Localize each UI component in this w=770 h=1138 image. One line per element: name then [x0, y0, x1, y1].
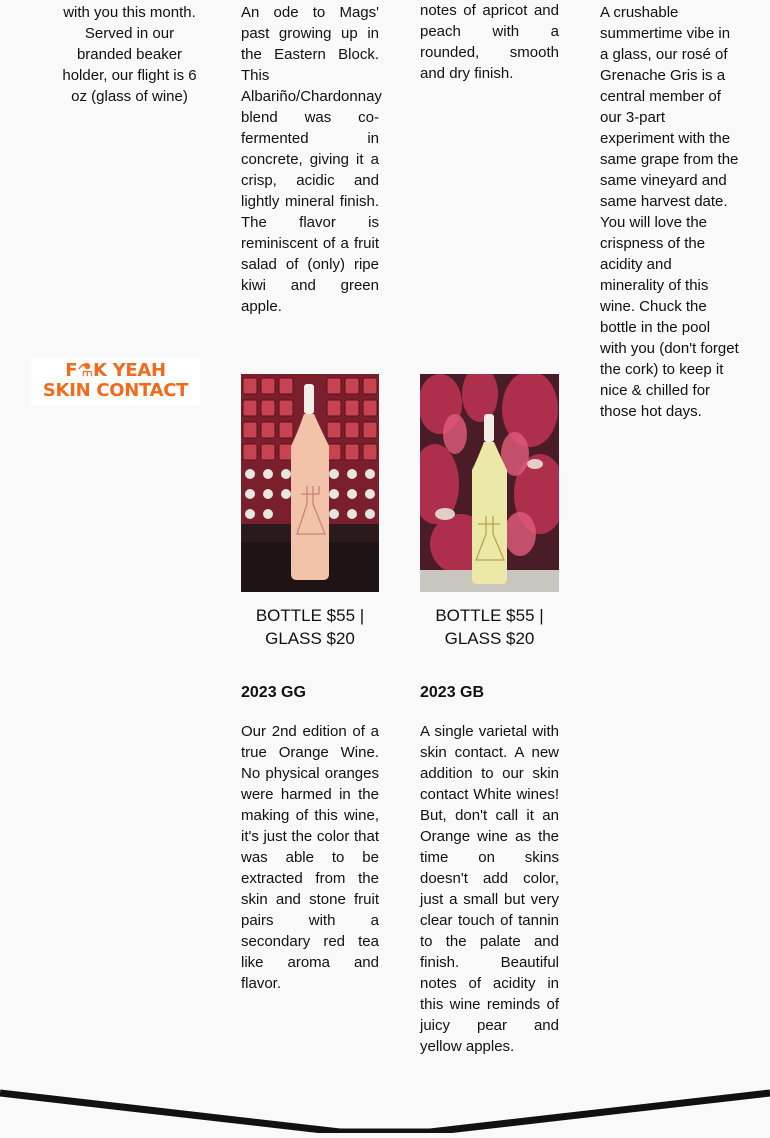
wine-description-text: A single varietal with skin contact. A new addition to our skin contact White wines! But, don't call it an Orange wine as the time on skins doesn't add color, just a small but very clear touch of tannin to the palate and finish. Beautiful notes of acidity in this wine reminds of juicy pear and yellow apples. — [420, 723, 559, 1055]
skin-contact-section-logo — [31, 357, 200, 405]
logo-line-2: SKIN CONTACT — [42, 380, 189, 401]
wine-description-text: A crushable summertime vibe in a glass, our rosé of Grenache Gris is a central member of our 3-part experiment with the same grape from the same vineyard and same harvest date. You will love the crispness of the acidity and minerality of this wine. Chuck the bottle in the pool with you (don't forget the cork) to keep it nice & chilled for those hot days. — [600, 4, 739, 420]
flight-description-text: with you this month. Served in our branded beaker holder, our flight is 6 oz (glass of wine) — [62, 4, 197, 105]
wine-description-text: notes of apricot and peach with a rounded, smooth and dry finish. — [420, 2, 559, 82]
wine-price: BOTTLE $55 | GLASS $20 — [435, 606, 544, 648]
wine-description-text: Our 2nd edition of a true Orange Wine. No physical oranges were harmed in the making of this wine, it's just the color that was able to be extracted from the skin and stone fruit pairs with a secondary red tea like aroma and flavor. — [241, 723, 379, 992]
white-wine-bottle-photo — [420, 374, 559, 592]
wine-description-text: An ode to Mags' past growing up in the Eastern Block. This Albariño/Chardonnay blend was co-fermented in concrete, giving it a crisp, acidic and lightly mineral finish. The flavor is reminiscent of a fruit salad of (only) ripe kiwi and green apple. — [241, 4, 382, 315]
wine-vintage: 2023 GB — [420, 684, 485, 701]
orange-wine-bottle-photo — [241, 374, 379, 592]
logo-line-1: F⚗K YEAH — [65, 360, 166, 381]
section-divider — [0, 1088, 770, 1133]
wine-price: BOTTLE $55 | GLASS $20 — [255, 606, 365, 648]
wine-vintage: 2023 GG — [241, 684, 306, 701]
